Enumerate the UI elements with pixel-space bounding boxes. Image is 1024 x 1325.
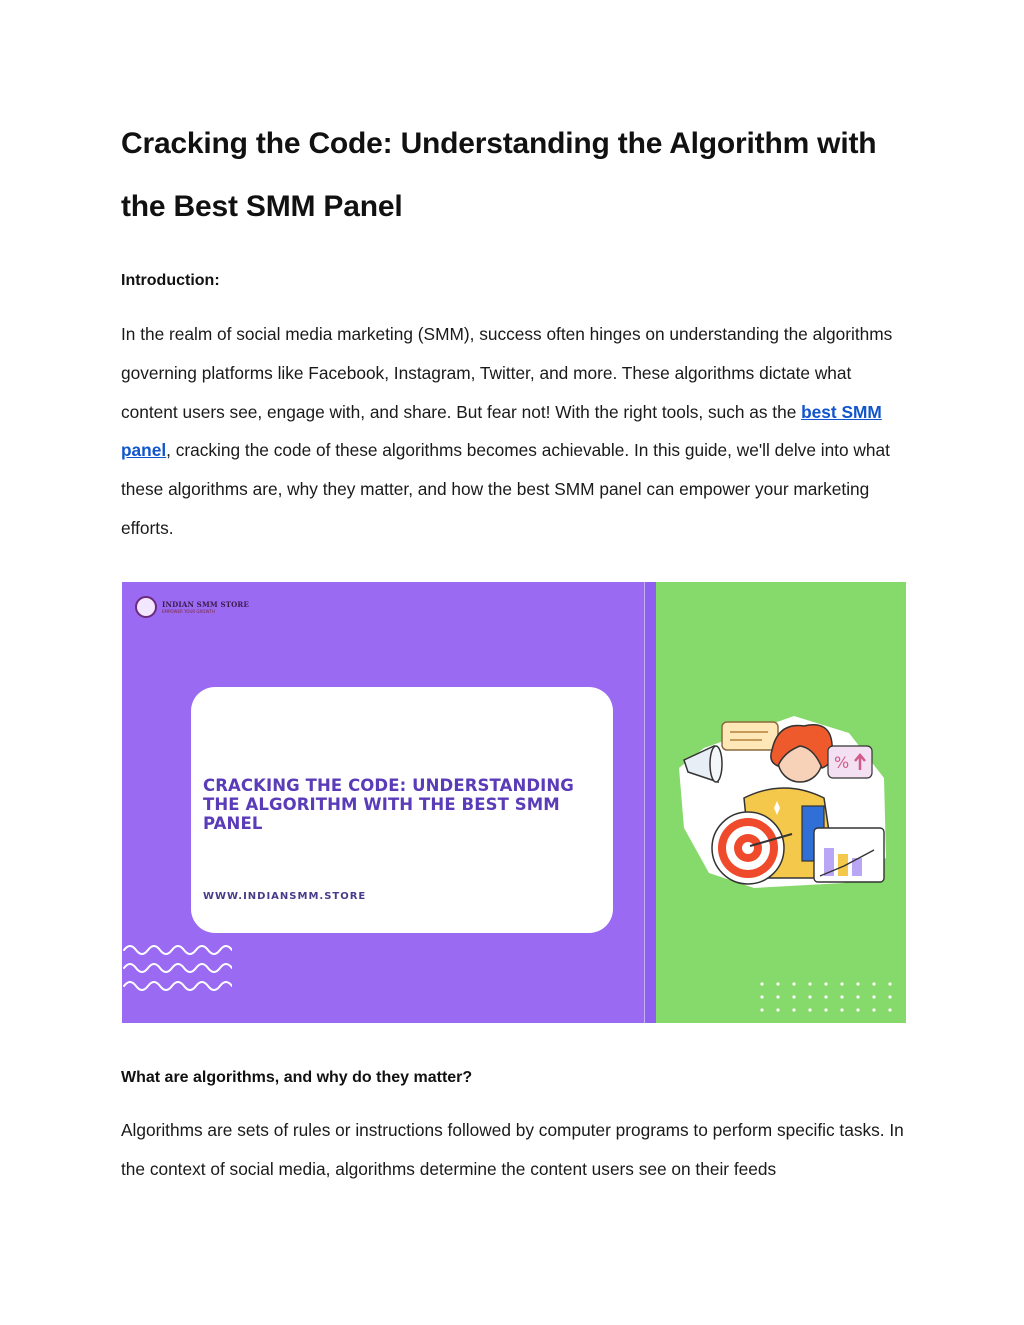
- section-paragraph-algorithms: Algorithms are sets of rules or instructions followed by computer programs to perform specific tasks. In the context of social media, algorithms determine the content users see on their feeds: [121, 1120, 904, 1179]
- wave-decoration-icon: [122, 944, 232, 996]
- intro-text-before: In the realm of social media marketing (SMM), success often hinges on understanding the algorithms governing platforms like Facebook, Instagram, Twitter, and more. These algorithms dictate what content users see, engage with, and share. But fear not! With the right tools, such as the: [121, 324, 893, 422]
- intro-heading: Introduction:: [121, 272, 220, 289]
- logo-badge-icon: [135, 596, 157, 618]
- banner-card: [191, 687, 613, 933]
- logo-tagline: EMPOWER YOUR GROWTH: [162, 609, 215, 614]
- banner-card-title: CRACKING THE CODE: UNDERSTANDING THE ALGORITHM WITH THE BEST SMM PANEL: [203, 776, 574, 833]
- best-smm-panel-link[interactable]: best SMM panel: [121, 401, 882, 461]
- dot-grid-decoration-icon: [758, 980, 898, 1014]
- intro-text-after: , cracking the code of these algorithms becomes achievable. In this guide, we'll delve into what these algorithms are, why they matter, and how the best SMM panel can empower your marketing efforts.: [121, 440, 890, 538]
- page-title: Cracking the Code: Understanding the Algorithm with the Best SMM Panel: [121, 127, 877, 223]
- banner-card-url: WWW.INDIANSMM.STORE: [203, 891, 367, 902]
- section-heading-algorithms: What are algorithms, and why do they matter?: [121, 1069, 473, 1086]
- intro-paragraph: [121, 315, 911, 548]
- banner-image: [122, 582, 906, 1023]
- svg-text:%: %: [834, 753, 850, 772]
- logo-name: INDIAN SMM STORE: [162, 600, 249, 609]
- brand-logo: [135, 596, 249, 618]
- marketer-with-megaphone-target-chart-icon: [674, 708, 894, 898]
